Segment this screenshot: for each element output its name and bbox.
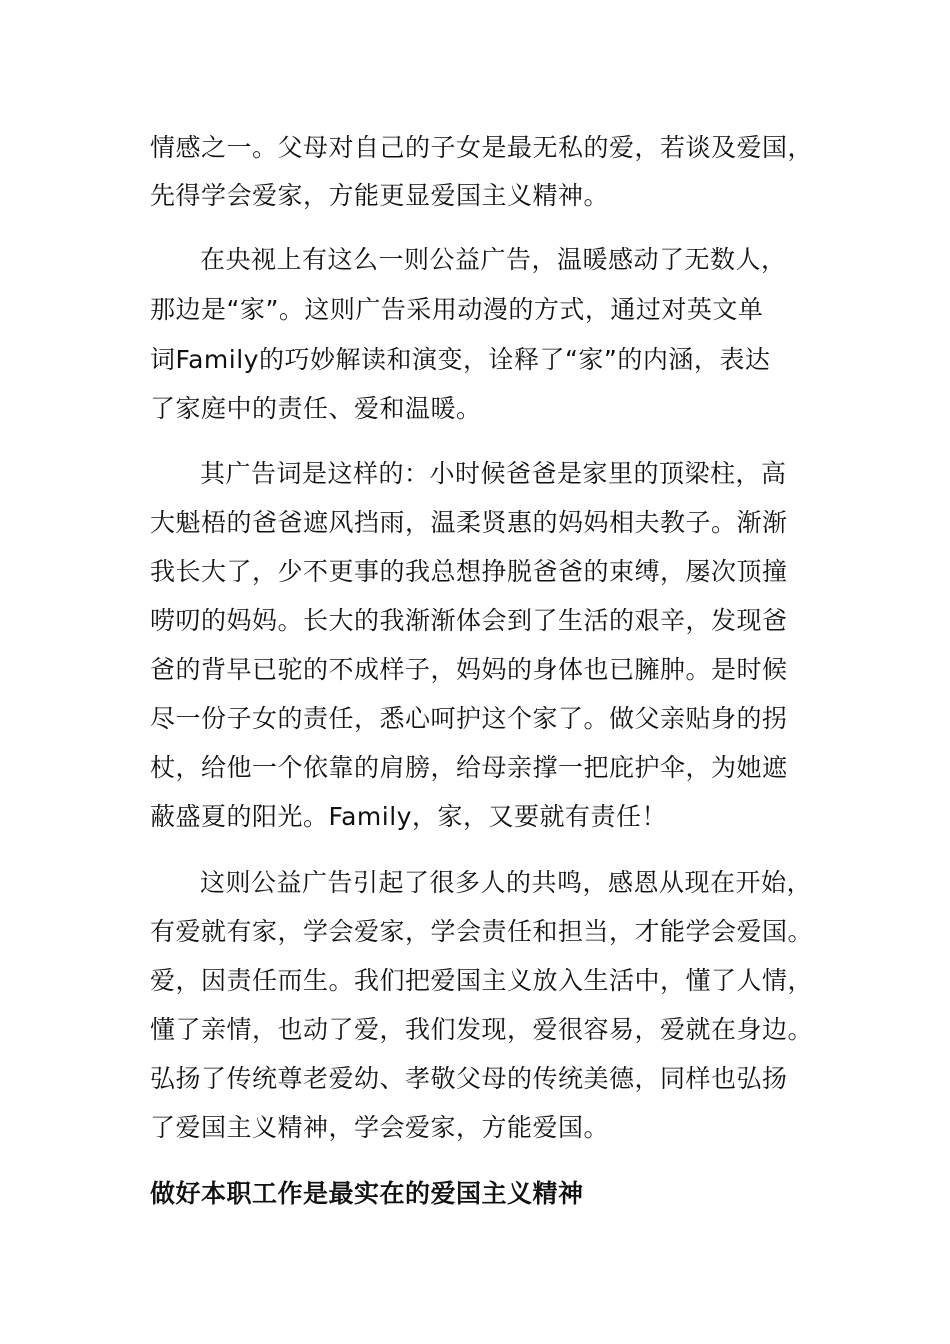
paragraph-4-line-6: 了爱国主义精神，学会爱家，方能爱国。: [150, 1113, 610, 1142]
paragraph-3-line-5: 爸的背早已驼的不成样子，妈妈的身体也已臃肿。是时候: [150, 655, 788, 684]
paragraph-2-line-3: 词Family的巧妙解读和演变，诠释了“家”的内涵，表达: [150, 345, 771, 374]
paragraph-3-line-6: 尽一份子女的责任，悉心呵护这个家了。做父亲贴身的拐: [150, 704, 788, 733]
paragraph-2-line-2: 那边是“家”。这则广告采用动漫的方式，通过对英文单: [150, 295, 764, 324]
paragraph-4-line-1: 这则公益广告引起了很多人的共鸣，感恩从现在开始，: [200, 868, 813, 897]
paragraph-3-line-3: 我长大了，少不更事的我总想挣脱爸爸的束缚，屡次顶撞: [150, 557, 788, 586]
paragraph-3-line-1: 其广告词是这样的：小时候爸爸是家里的顶梁柱，高: [200, 459, 787, 488]
section-heading: 做好本职工作是最实在的爱国主义精神: [150, 1179, 584, 1208]
paragraph-1-line-1: 情感之一。父母对自己的子女是最无私的爱，若谈及爱国，: [150, 133, 814, 162]
paragraph-4-line-5: 弘扬了传统尊老爱幼、孝敬父母的传统美德，同样也弘扬: [150, 1064, 788, 1093]
paragraph-3-line-8: 蔽盛夏的阳光。Family，家，又要就有责任！: [150, 802, 667, 831]
paragraph-3-line-2: 大魁梧的爸爸遮风挡雨，温柔贤惠的妈妈相夫教子。渐渐: [150, 508, 788, 537]
paragraph-3-line-4: 唠叨的妈妈。长大的我渐渐体会到了生活的艰辛，发现爸: [150, 606, 788, 635]
paragraph-1-line-2: 先得学会爱家，方能更显爱国主义精神。: [150, 181, 610, 210]
paragraph-4-line-2: 有爱就有家，学会爱家，学会责任和担当，才能学会爱国。: [150, 917, 814, 946]
paragraph-3-line-7: 杖，给他一个依靠的肩膀，给母亲撑一把庇护伞，为她遮: [150, 753, 788, 782]
paragraph-2-line-4: 了家庭中的责任、爱和温暖。: [150, 394, 482, 423]
paragraph-4-line-3: 爱，因责任而生。我们把爱国主义放入生活中，懂了人情，: [150, 966, 814, 995]
paragraph-4-line-4: 懂了亲情，也动了爱，我们发现，爱很容易，爱就在身边。: [150, 1015, 814, 1044]
paragraph-2-line-1: 在央视上有这么一则公益广告，温暖感动了无数人，: [200, 245, 787, 274]
